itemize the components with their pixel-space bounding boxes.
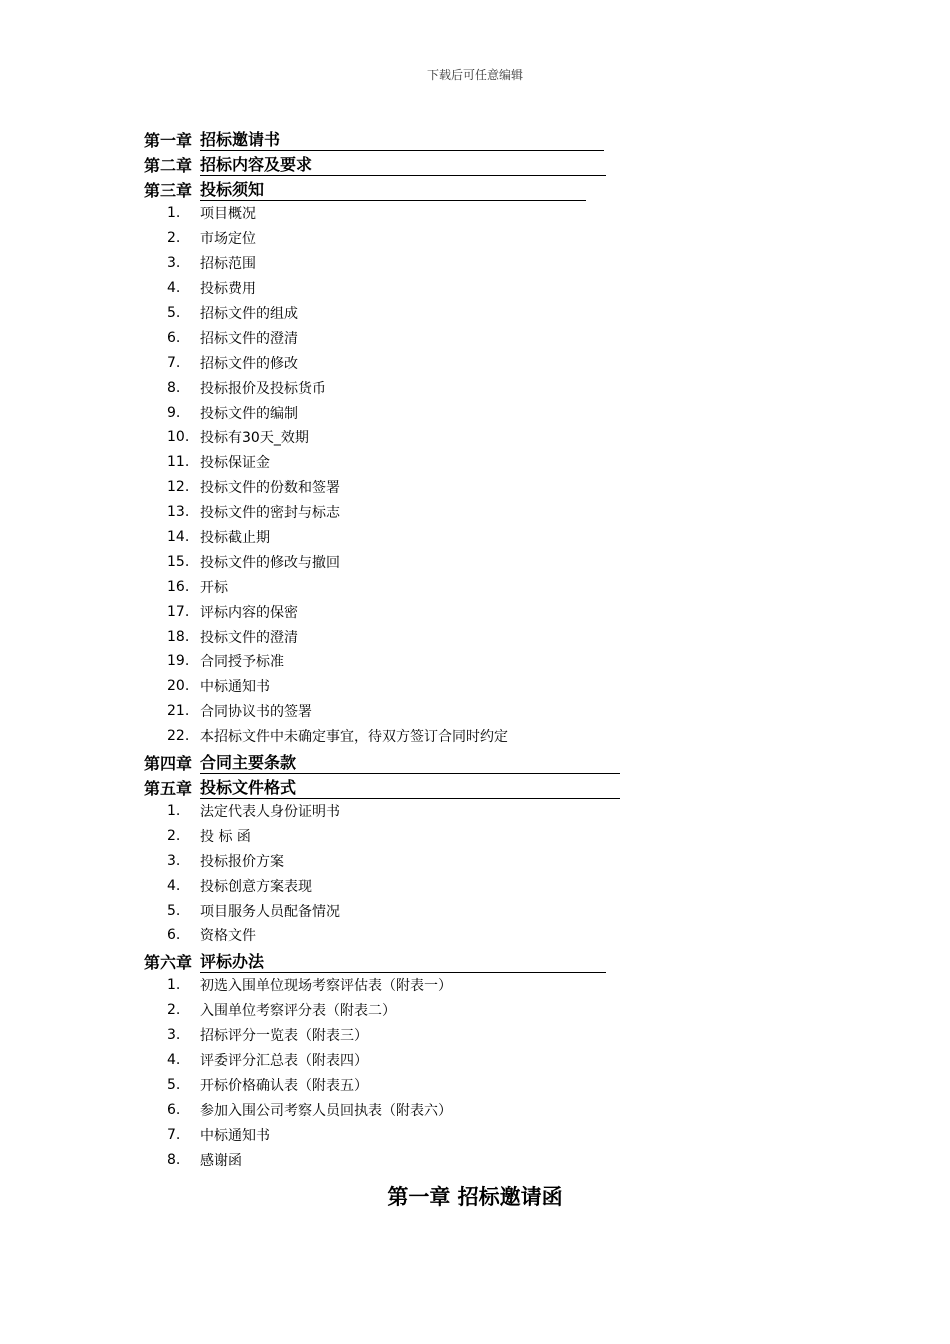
item-label[interactable]: 投标保证金 xyxy=(200,455,270,472)
toc-item[interactable] xyxy=(144,1147,634,1172)
item-number: 16. xyxy=(167,578,190,595)
item-number: 5. xyxy=(167,902,181,919)
item-number: 4. xyxy=(167,280,181,297)
toc-item[interactable] xyxy=(144,823,634,848)
item-number: 3. xyxy=(167,852,181,869)
page-header: 下载后可任意编辑 xyxy=(426,68,523,82)
item-label[interactable]: 项目概况 xyxy=(200,206,256,223)
toc-item[interactable] xyxy=(144,998,634,1023)
toc-item[interactable] xyxy=(144,475,634,500)
item-number: 3. xyxy=(167,1027,181,1044)
toc-item[interactable] xyxy=(144,799,634,824)
table-of-contents xyxy=(144,126,634,1172)
chapter-title[interactable]: 合同主要条款 xyxy=(200,753,620,774)
toc-item[interactable] xyxy=(144,1023,634,1048)
toc-item[interactable] xyxy=(144,898,634,923)
toc-item[interactable] xyxy=(144,923,634,948)
item-label[interactable]: 资格文件 xyxy=(200,928,256,945)
item-label[interactable]: 投标有30天_效期 xyxy=(200,430,309,447)
item-label[interactable]: 投标文件的修改与撤回 xyxy=(200,554,340,571)
item-label[interactable]: 评标内容的保密 xyxy=(200,604,298,621)
item-number: 1. xyxy=(167,205,181,222)
item-number: 8. xyxy=(167,1151,181,1168)
item-label[interactable]: 投 标 函 xyxy=(200,828,251,845)
section-heading: 第一章 招标邀请函 xyxy=(387,1185,563,1209)
item-number: 3. xyxy=(167,255,181,272)
toc-item[interactable] xyxy=(144,649,634,674)
item-label[interactable]: 招标文件的组成 xyxy=(200,306,298,322)
toc-item[interactable] xyxy=(144,574,634,599)
item-label[interactable]: 投标文件的份数和签署 xyxy=(200,480,340,497)
item-number: 10. xyxy=(167,429,190,446)
chapter-number: 第二章 xyxy=(144,156,193,175)
toc-item[interactable] xyxy=(144,1073,634,1098)
item-number: 5. xyxy=(167,305,181,321)
toc-item[interactable] xyxy=(144,201,634,226)
item-label[interactable]: 投标截止期 xyxy=(200,530,270,547)
toc-item[interactable] xyxy=(144,226,634,251)
item-label[interactable]: 投标文件的密封与标志 xyxy=(200,505,340,522)
item-label[interactable]: 招标评分一览表（附表三） xyxy=(200,1028,368,1045)
item-number: 13. xyxy=(167,504,190,521)
chapter-number: 第四章 xyxy=(144,753,193,773)
item-number: 20. xyxy=(167,678,190,695)
item-label[interactable]: 投标费用 xyxy=(200,281,256,298)
item-number: 6. xyxy=(167,329,181,346)
toc-item[interactable] xyxy=(144,350,634,375)
toc-item[interactable] xyxy=(144,599,634,624)
toc-item[interactable] xyxy=(144,325,634,350)
item-number: 5. xyxy=(167,1076,181,1093)
chapter-number: 第一章 xyxy=(144,131,193,150)
chapter-title[interactable]: 招标内容及要求 xyxy=(200,155,606,176)
item-label[interactable]: 招标文件的修改 xyxy=(200,355,298,372)
toc-chapter[interactable] xyxy=(144,151,634,176)
item-label[interactable]: 开标 xyxy=(200,579,228,596)
item-number: 2. xyxy=(167,230,181,247)
toc-item[interactable] xyxy=(144,624,634,649)
toc-chapter[interactable] xyxy=(144,176,634,201)
item-number: 4. xyxy=(167,877,181,894)
toc-item[interactable] xyxy=(144,525,634,550)
item-number: 15. xyxy=(167,553,190,570)
item-label[interactable]: 开标价格确认表（附表五） xyxy=(200,1077,368,1094)
chapter-title[interactable]: 投标文件格式 xyxy=(200,778,620,799)
item-number: 1. xyxy=(167,977,181,994)
toc-item[interactable] xyxy=(144,1097,634,1122)
item-number: 4. xyxy=(167,1052,181,1069)
toc-item[interactable] xyxy=(144,1048,634,1073)
item-number: 19. xyxy=(167,653,190,670)
toc-chapter[interactable] xyxy=(144,948,634,973)
chapter-number: 第五章 xyxy=(144,778,193,798)
item-number: 6. xyxy=(167,927,181,944)
toc-item[interactable] xyxy=(144,450,634,475)
toc-item[interactable] xyxy=(144,549,634,574)
item-label[interactable]: 投标文件的澄清 xyxy=(200,629,298,646)
toc-item[interactable] xyxy=(144,973,634,998)
toc-item[interactable] xyxy=(144,500,634,525)
chapter-title[interactable]: 评标办法 xyxy=(200,952,606,973)
item-number: 1. xyxy=(167,803,181,820)
toc-item[interactable] xyxy=(144,1122,634,1147)
item-number: 7. xyxy=(167,354,181,371)
toc-item[interactable] xyxy=(144,276,634,301)
item-number: 14. xyxy=(167,529,190,546)
item-label[interactable]: 评委评分汇总表（附表四） xyxy=(200,1053,368,1070)
toc-chapter[interactable] xyxy=(144,126,634,151)
item-label[interactable]: 初选入围单位现场考察评估表（附表一） xyxy=(200,978,452,995)
item-label[interactable]: 投标报价方案 xyxy=(200,853,284,870)
item-number: 18. xyxy=(167,628,190,645)
item-label[interactable]: 本招标文件中未确定事宜，待双方签订合同时约定 xyxy=(200,729,508,746)
item-label[interactable]: 入围单位考察评分表（附表二） xyxy=(200,1003,396,1020)
item-label[interactable]: 投标创意方案表现 xyxy=(200,878,312,895)
item-label[interactable]: 项目服务人员配备情况 xyxy=(200,903,340,920)
toc-item[interactable] xyxy=(144,699,634,724)
item-label[interactable]: 合同协议书的签署 xyxy=(200,704,312,721)
item-label[interactable]: 中标通知书 xyxy=(200,679,270,696)
item-number: 9. xyxy=(167,404,181,421)
item-number: 21. xyxy=(167,703,190,720)
chapter-number: 第六章 xyxy=(144,952,193,972)
item-label[interactable]: 招标文件的澄清 xyxy=(200,330,298,347)
toc-item[interactable] xyxy=(144,674,634,699)
item-label[interactable]: 感谢函 xyxy=(200,1152,242,1169)
item-label[interactable]: 市场定位 xyxy=(200,231,256,248)
toc-item[interactable] xyxy=(144,425,634,450)
item-label[interactable]: 投标报价及投标货币 xyxy=(200,380,326,397)
toc-chapter[interactable] xyxy=(144,749,634,774)
toc-item[interactable] xyxy=(144,375,634,400)
chapter-number: 第三章 xyxy=(144,181,193,200)
item-label[interactable]: 中标通知书 xyxy=(200,1127,270,1144)
item-number: 2. xyxy=(167,827,181,844)
item-number: 2. xyxy=(167,1002,181,1019)
toc-item[interactable] xyxy=(144,251,634,276)
item-label[interactable]: 招标范围 xyxy=(200,256,256,273)
chapter-title[interactable]: 投标须知 xyxy=(200,180,586,201)
chapter-title[interactable]: 招标邀请书 xyxy=(200,130,604,151)
toc-item[interactable] xyxy=(144,873,634,898)
toc-item[interactable] xyxy=(144,724,634,749)
toc-item[interactable] xyxy=(144,848,634,873)
item-number: 22. xyxy=(167,728,190,745)
item-number: 7. xyxy=(167,1126,181,1143)
toc-item[interactable] xyxy=(144,400,634,425)
item-label[interactable]: 法定代表人身份证明书 xyxy=(200,804,340,821)
item-number: 12. xyxy=(167,479,190,496)
item-number: 11. xyxy=(167,454,190,471)
item-number: 17. xyxy=(167,603,190,620)
toc-item[interactable] xyxy=(144,301,634,326)
item-label[interactable]: 投标文件的编制 xyxy=(200,405,298,422)
item-label[interactable]: 参加入围公司考察人员回执表（附表六） xyxy=(200,1102,452,1119)
item-label[interactable]: 合同授予标准 xyxy=(200,654,284,671)
toc-chapter[interactable] xyxy=(144,774,634,799)
item-number: 6. xyxy=(167,1101,181,1118)
item-number: 8. xyxy=(167,379,181,396)
